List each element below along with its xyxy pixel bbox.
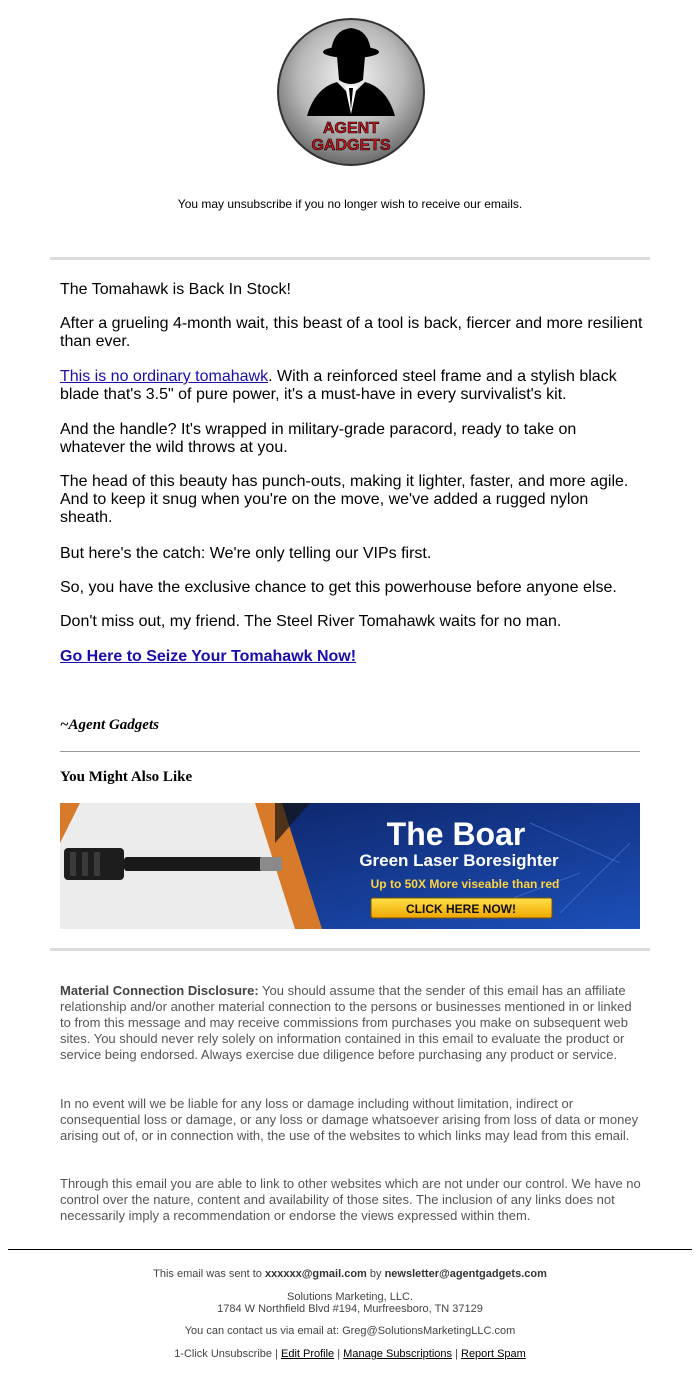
article-paragraph-7: Don't miss out, my friend. The Steel River Tomahawk waits for no man.	[60, 613, 562, 630]
article-paragraph-3: And the handle? It's wrapped in military-grade paracord, ready to take on whatever the wild throws at you.	[60, 421, 577, 456]
sent-by: by	[366, 1268, 385, 1280]
top-divider	[50, 257, 650, 260]
footer-divider	[8, 1249, 692, 1250]
banner-tagline: Up to 50X More viseable than red	[370, 877, 560, 891]
signature-divider	[60, 751, 640, 752]
article-paragraph-2	[60, 368, 645, 404]
disclosure-text: You should assume that the sender of this email has an affiliate relationship and/or another material connection to the persons or businesses mentioned in or linked to from this message and may receive commissions from purchases you make on subsequent web sites. You should never rely solely on information contained in this email to evaluate the product or service being endorsed. Always exercise due diligence before purchasing any product or service.	[60, 983, 632, 1062]
banner-title: The Boar	[386, 816, 526, 852]
footer-links	[0, 1348, 700, 1360]
article-paragraph-5: But here's the catch: We're only telling our VIPs first.	[60, 545, 432, 562]
article-paragraph-6: So, you have the exclusive chance to get this powerhouse before anyone else.	[60, 579, 617, 596]
separator: |	[272, 1348, 281, 1360]
recipient-email: xxxxxx@gmail.com	[264, 1268, 367, 1280]
external-links-disclaimer: Through this email you are able to link to other websites which are not under our control. We have no control over the nature, content and availability of those sites. The inclusion of any links does not necessarily imply a recommendation or endorse the views expressed within them.	[60, 1176, 641, 1223]
boar-banner-ad[interactable]	[60, 803, 640, 929]
sent-to-line	[0, 1268, 700, 1280]
sender-email: newsletter@agentgadgets.com	[384, 1268, 547, 1280]
article-heading: The Tomahawk is Back In Stock!	[60, 281, 291, 298]
article-paragraph-1: After a grueling 4-month wait, this beast of a tool is back, fiercer and more resilient than ever.	[60, 315, 643, 350]
banner-subtitle: Green Laser Boresighter	[359, 851, 559, 870]
manage-subscriptions-link[interactable]: Manage Subscriptions	[343, 1348, 453, 1360]
sent-prefix: This email was sent to	[153, 1268, 265, 1280]
tomahawk-link[interactable]: This is no ordinary tomahawk	[60, 368, 269, 385]
edit-profile-link[interactable]: Edit Profile	[280, 1348, 335, 1360]
liability-disclaimer: In no event will we be liable for any loss or damage including without limitation, indirect or consequential loss or damage, or any loss or damage whatsoever arising from loss of data or money arising out of, or in connection with, the use of the websites to which links may lead from this email.	[60, 1096, 639, 1143]
signature: ~Agent Gadgets	[60, 717, 159, 733]
agent-gadgets-logo	[275, 16, 427, 168]
company-name: Solutions Marketing, LLC.	[287, 1291, 413, 1303]
banner-button: CLICK HERE NOW!	[406, 902, 516, 916]
material-disclosure	[60, 983, 645, 1063]
article-paragraph-4: The head of this beauty has punch-outs, making it lighter, faster, and more agile. And to keep it snug when you're on the move, we've added a rugged nylon sheath.	[60, 473, 629, 526]
report-spam-link[interactable]: Report Spam	[461, 1348, 526, 1360]
separator: |	[334, 1348, 344, 1360]
separator: |	[452, 1348, 461, 1360]
article-paragraph-2-text: . With a reinforced steel frame and a stylish black blade that's 3.5" of pure power, it's a must-have in every survivalist's kit.	[60, 368, 617, 403]
one-click-unsubscribe: 1-Click Unsubscribe	[174, 1348, 272, 1360]
logo-line2: GADGETS	[311, 137, 391, 154]
unsubscribe-notice: You may unsubscribe if you no longer wish to receive our emails.	[177, 197, 523, 211]
banner-divider	[50, 948, 650, 951]
contact-line: You can contact us via email at: Greg@SolutionsMarketingLLC.com	[184, 1325, 516, 1337]
company-address: 1784 W Northfield Blvd #194, Murfreesboro, TN 37129	[217, 1303, 483, 1315]
seize-tomahawk-link[interactable]: Go Here to Seize Your Tomahawk Now!	[60, 648, 357, 665]
disclosure-label: Material Connection Disclosure:	[60, 983, 259, 998]
you-might-also-like-heading: You Might Also Like	[60, 769, 193, 785]
logo-line1: AGENT	[323, 120, 379, 137]
